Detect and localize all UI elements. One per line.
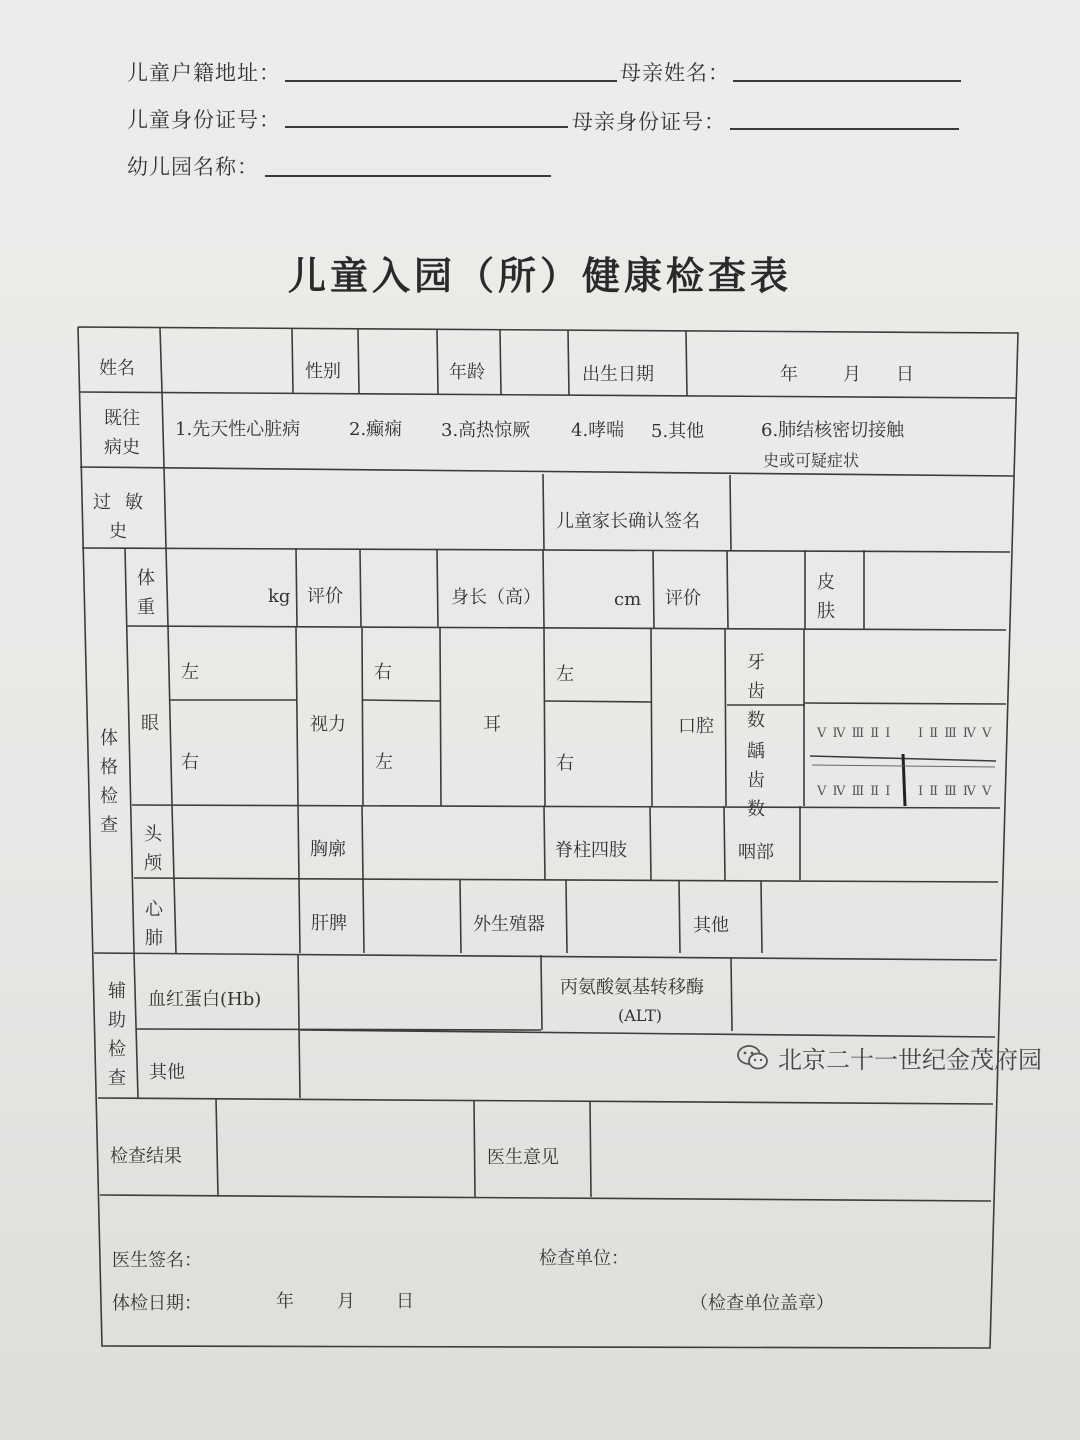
skin-label: 皮肤 (817, 572, 835, 622)
mother-id-label: 母亲身份证号： (572, 110, 726, 134)
aux-other-label: 其他 (149, 1062, 185, 1083)
exam-day-label: 日 (396, 1291, 414, 1312)
mother-name-label: 母亲姓名： (620, 61, 730, 85)
teeth-upper-left: V Ⅳ Ⅲ Ⅱ Ⅰ (817, 726, 892, 741)
history-item-4: 4.哮喘 (571, 420, 625, 441)
ear-right-label: 右 (556, 753, 574, 774)
alt-label-line1: 丙氨酸氨基转移酶 (560, 977, 704, 998)
birth-month-label: 月 (843, 364, 861, 385)
exam-date-label: 体检日期： (112, 1293, 202, 1314)
cm-unit: cm (614, 589, 642, 610)
form-title: 儿童入园（所）健康检查表 (287, 254, 792, 298)
watermark-text: 北京二十一世纪金茂府园 (778, 1046, 1042, 1074)
history-item-6-line2: 史或可疑症状 (763, 451, 860, 470)
age-label: 年龄 (449, 362, 485, 383)
eye-right-label: 右 (181, 752, 199, 773)
name-label: 姓名 (99, 358, 135, 379)
chest-label: 胸廓 (310, 839, 346, 860)
spine-limbs-label: 脊柱四肢 (555, 840, 627, 861)
history-label: 既往病史 (104, 408, 140, 458)
liver-spleen-label: 肝脾 (311, 913, 347, 934)
caries-count-label: 龋齿数 (747, 741, 781, 820)
history-item-6-line1: 6.肺结核密切接触 (761, 420, 905, 441)
wechat-icon (736, 1044, 770, 1072)
aux-section-label: 辅助检查 (108, 981, 126, 1089)
history-item-5: 5.其他 (651, 421, 705, 442)
exam-result-label: 检查结果 (110, 1146, 182, 1167)
teeth-count-label: 牙齿数 (747, 652, 781, 731)
stamp-label: （检查单位盖章） (690, 1293, 834, 1314)
alt-label-line2: (ALT) (618, 1006, 663, 1025)
physical-other-label: 其他 (693, 915, 729, 936)
teeth-lower-left: V Ⅳ Ⅲ Ⅱ Ⅰ (817, 784, 892, 799)
weight-label: 体重 (137, 568, 155, 618)
heart-lung-label: 心肺 (145, 899, 163, 949)
birth-year-label: 年 (780, 364, 798, 385)
vision-right-label: 右 (374, 662, 392, 683)
birth-date-label: 出生日期 (582, 364, 654, 385)
teeth-upper-right: Ⅰ Ⅱ Ⅲ Ⅳ V (918, 726, 993, 741)
doctor-opinion-label: 医生意见 (487, 1147, 559, 1168)
watermark (736, 1040, 1042, 1075)
height-eval-label: 评价 (665, 588, 701, 609)
kindergarten-label: 幼儿园名称： (127, 155, 259, 179)
history-item-3: 3.高热惊厥 (441, 420, 531, 441)
exam-month-label: 月 (337, 1291, 355, 1312)
child-id-label: 儿童身份证号： (127, 108, 281, 132)
gender-label: 性别 (305, 361, 341, 382)
eye-label: 眼 (141, 713, 159, 734)
mouth-label: 口腔 (678, 716, 714, 737)
kg-unit: kg (268, 586, 291, 607)
head-label: 头颅 (144, 824, 162, 874)
vision-label: 视力 (310, 714, 346, 735)
household-address-label: 儿童户籍地址： (127, 61, 281, 85)
eye-left-label: 左 (181, 662, 199, 683)
weight-eval-label: 评价 (307, 586, 343, 607)
vision-left-label: 左 (375, 752, 393, 773)
ear-left-label: 左 (556, 664, 574, 685)
doctor-signature-label: 医生签名： (112, 1250, 202, 1271)
birth-day-label: 日 (896, 364, 914, 385)
height-label: 身长（高） (451, 587, 541, 608)
exam-unit-label: 检查单位： (539, 1248, 629, 1269)
history-item-1: 1.先天性心脏病 (175, 419, 301, 440)
exam-year-label: 年 (276, 1291, 294, 1312)
ear-label: 耳 (483, 714, 501, 735)
allergy-label: 过敏史 (93, 492, 157, 542)
hb-label: 血红蛋白(Hb) (148, 989, 262, 1010)
genitals-label: 外生殖器 (473, 914, 545, 935)
history-item-2: 2.癫痫 (349, 419, 403, 440)
parent-signature-label: 儿童家长确认签名 (556, 511, 700, 532)
physical-section-label: 体格检查 (100, 728, 118, 836)
throat-label: 咽部 (738, 842, 774, 863)
teeth-lower-right: Ⅰ Ⅱ Ⅲ Ⅳ V (918, 784, 993, 799)
